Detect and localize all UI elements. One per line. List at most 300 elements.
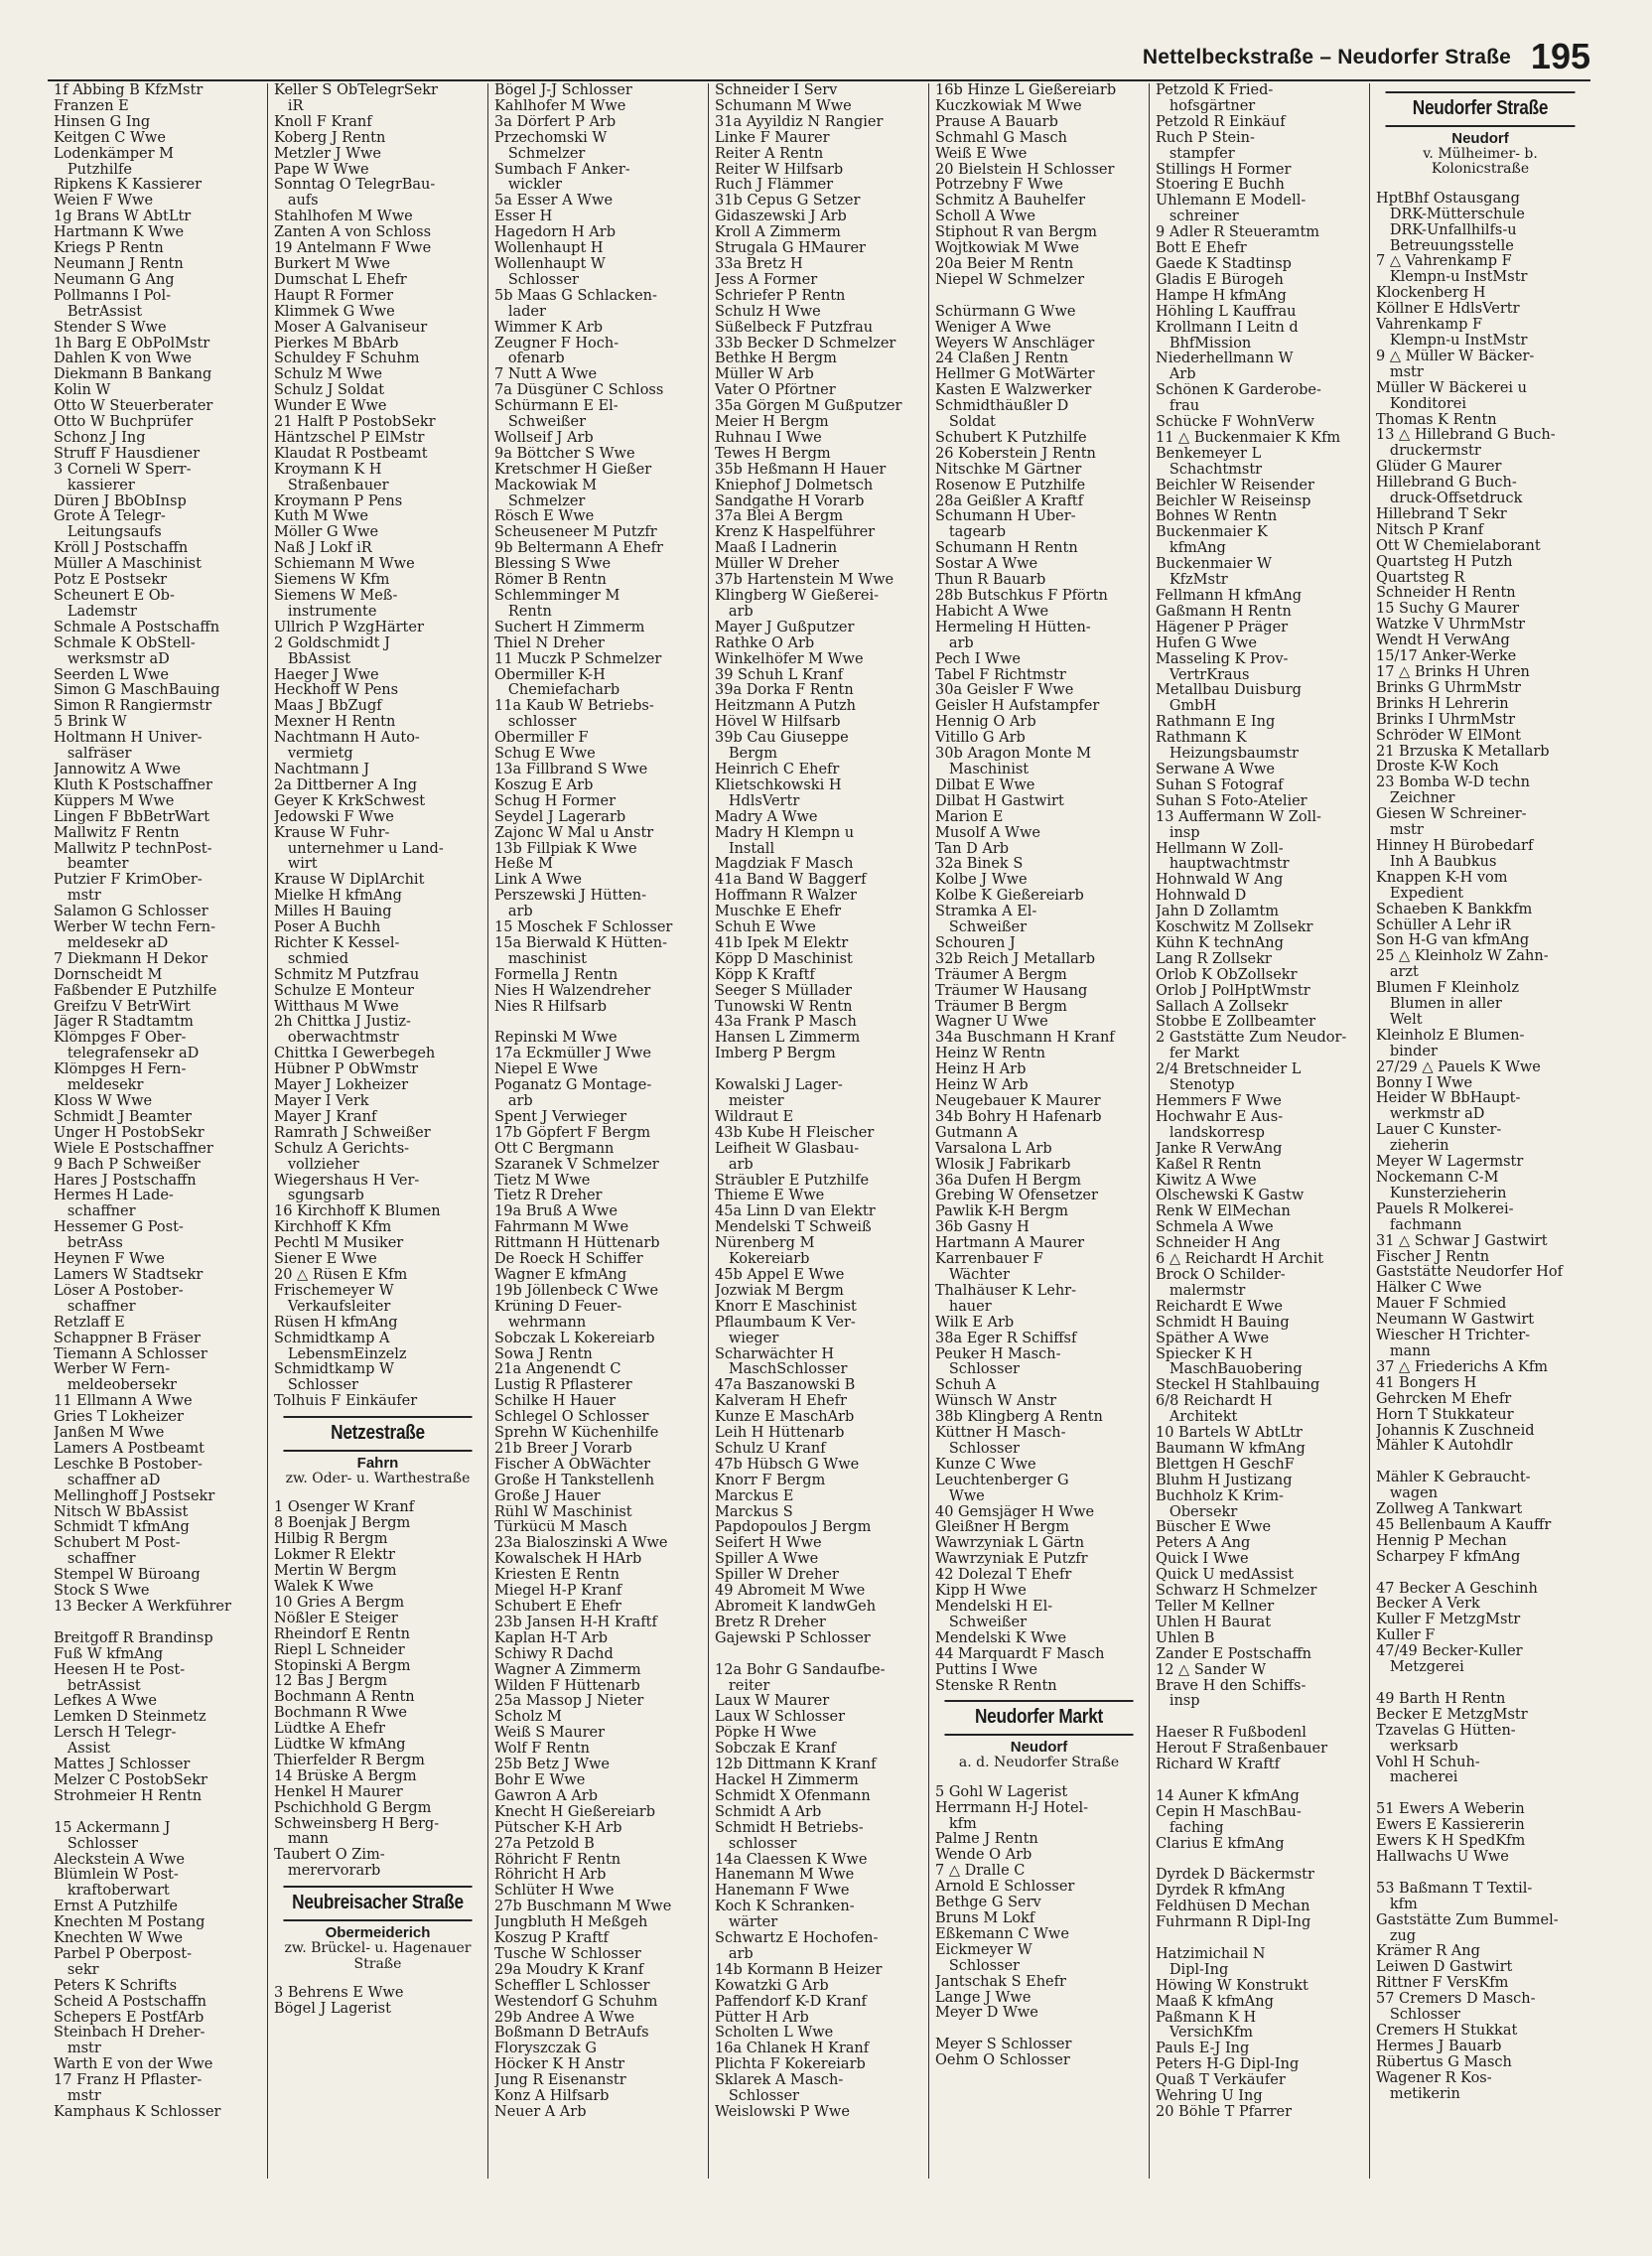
directory-entry: 6/8 Reichardt H	[1156, 1394, 1273, 1410]
directory-entry: Wunder E Wwe	[274, 399, 387, 415]
directory-entry: Kolin W	[54, 383, 111, 399]
directory-entry: mann	[274, 1832, 329, 1848]
directory-entry: zug	[1376, 1928, 1417, 1944]
directory-entry: Wollenhaupt H	[494, 241, 604, 257]
directory-entry: Schug E Wwe	[494, 747, 596, 763]
directory-entry: Szaranek V Schmelzer	[494, 1157, 659, 1173]
directory-entry: Sprehn W Küchenhilfe	[494, 1426, 659, 1442]
entry-spacer	[54, 1616, 261, 1631]
directory-entry: wickler	[494, 178, 562, 194]
directory-entry: Heinrich C Ehefr	[715, 762, 840, 777]
directory-entry: Wendt H VerwAng	[1376, 634, 1510, 649]
directory-entry: Lamers A Postbeamt	[54, 1441, 205, 1457]
directory-entry: Kamphaus K Schlosser	[54, 2105, 221, 2120]
directory-entry: Beichler W Reisender	[1156, 478, 1314, 494]
directory-entry: 57 Cremers D Masch-	[1376, 1992, 1536, 2008]
running-title: Nettelbeckstraße – Neudorfer Straße	[1142, 46, 1511, 69]
directory-entry: Mähler K Gebraucht-	[1376, 1471, 1531, 1486]
directory-entry: Krollmann I Leitn d	[1156, 320, 1299, 336]
directory-entry: Lefkes A Wwe	[54, 1694, 157, 1710]
directory-entry: Kowalschek H HArb	[494, 1552, 642, 1568]
directory-entry: Paßmann K H	[1156, 2010, 1257, 2026]
directory-entry: 16a Chlanek H Kranf	[715, 2042, 870, 2057]
directory-entry: Quartsteg H Putzh	[1376, 554, 1513, 570]
directory-entry: Mendelski K Wwe	[935, 1630, 1067, 1646]
directory-entry: Thalhäuser K Lehr-	[935, 1283, 1076, 1299]
directory-entry: Meyer W Lagermstr	[1376, 1155, 1524, 1171]
directory-entry: Struff F Hausdiener	[54, 446, 201, 462]
directory-entry: aufs	[274, 194, 319, 210]
directory-entry: BhfMission	[1156, 336, 1252, 352]
directory-entry: Schweißer	[935, 1615, 1028, 1630]
directory-entry: Stobbe E Zollbeamter	[1156, 1015, 1316, 1031]
directory-entry: Weniger A Wwe	[935, 320, 1051, 336]
directory-entry: Krause W DiplArchit	[274, 873, 425, 889]
directory-entry: werksarb	[1376, 1739, 1458, 1755]
entry-list	[715, 83, 922, 2121]
street-range: v. Mülheimer- b. Kolonicstraße	[1423, 145, 1538, 178]
directory-entry: 20a Beier M Rentn	[935, 256, 1074, 272]
directory-entry: mstr	[1376, 823, 1424, 839]
directory-entry: Seydel J Lagerarb	[494, 809, 626, 825]
street-range: zw. Oder- u. Warthestraße	[285, 1470, 471, 1486]
directory-entry: Schweißer	[935, 920, 1028, 936]
directory-entry: 31a Ayyildiz N Rangier	[715, 114, 884, 130]
directory-entry: 5b Maas G Schlacken-	[494, 288, 657, 304]
directory-entry: Varsalona L Arb	[935, 1141, 1052, 1157]
directory-entry: Oehm O Schlosser	[935, 2053, 1070, 2069]
district-name: Fahrn	[356, 1455, 399, 1473]
directory-entry: 1h Barg E ObPolMstr	[54, 336, 210, 352]
district-name: Neudorf	[1010, 1739, 1068, 1757]
directory-entry: Sumbach F Anker-	[494, 162, 630, 178]
directory-entry: Siener E Wwe	[274, 1252, 377, 1268]
directory-entry: Koschwitz M Zollsekr	[1156, 920, 1313, 936]
directory-entry: Prause A Bauarb	[935, 114, 1058, 130]
directory-entry: betrAssist	[54, 1678, 141, 1694]
directory-entry: Kokereiarb	[715, 1252, 810, 1268]
directory-entry: Kunze E MaschArb	[715, 1410, 855, 1426]
directory-entry: Orlob J PolHptWmstr	[1156, 983, 1310, 999]
directory-entry: Palme J Rentn	[935, 1832, 1038, 1848]
directory-entry: Thiel N Dreher	[494, 635, 605, 651]
directory-entry: Moser A Galvaniseur	[274, 320, 428, 336]
directory-entry: Winkelhöfer M Wwe	[715, 651, 864, 667]
directory-entry: Knoll F Kranf	[274, 114, 372, 130]
directory-entry: 27b Buschmann M Wwe	[494, 1900, 672, 1915]
directory-entry: Weislowski P Wwe	[715, 2105, 850, 2120]
directory-entry: Suhan S Foto-Atelier	[1156, 793, 1308, 809]
directory-entry: 36a Dufen H Bergm	[935, 1173, 1082, 1189]
directory-entry: Grebing W Ofensetzer	[935, 1189, 1098, 1204]
directory-entry: Köllner E HdlsVertr	[1376, 302, 1520, 318]
directory-entry: Ramrath J Schweißer	[274, 1125, 431, 1141]
directory-entry: Pech I Wwe	[935, 651, 1021, 667]
directory-entry: Quick U medAssist	[1156, 1568, 1295, 1584]
directory-entry: Hohnwald W Ang	[1156, 873, 1284, 889]
directory-entry: Fischer J Rentn	[1376, 1249, 1490, 1265]
directory-entry: Meier H Bergm	[715, 415, 829, 431]
directory-entry: Scholl A Wwe	[935, 210, 1035, 225]
directory-entry: Nachtmann J	[274, 762, 370, 777]
directory-entry: Marckus S	[715, 1504, 793, 1520]
directory-entry: Masseling K Prov-	[1156, 651, 1289, 667]
directory-entry: Büscher E Wwe	[1156, 1520, 1272, 1536]
directory-entry: 23a Bialoszinski A Wwe	[494, 1536, 668, 1552]
directory-entry: VersichKfm	[1156, 2026, 1253, 2042]
directory-entry: Hanemann M Wwe	[715, 1868, 855, 1884]
directory-entry: Klömpges H Fern-	[54, 1062, 187, 1078]
page-header	[48, 34, 1590, 81]
directory-entry: Scharwächter H	[715, 1346, 835, 1362]
directory-entry: Kühn K technAng	[1156, 935, 1284, 951]
directory-entry: Mayer J Kranf	[274, 1109, 377, 1125]
directory-entry: 34a Buschmann H Kranf	[935, 1031, 1115, 1047]
directory-entry: Kaplan H-T Arb	[494, 1630, 608, 1646]
directory-entry: Schmidt A Arb	[715, 1804, 822, 1820]
directory-entry: Suhan S Fotograf	[1156, 777, 1284, 793]
directory-entry: Rheindorf E Rentn	[274, 1626, 410, 1642]
directory-entry: Neumann J Rentn	[54, 256, 184, 272]
spacer	[274, 1972, 482, 1986]
directory-entry: Eßkemann C Wwe	[935, 1926, 1069, 1942]
directory-entry: Bohnes W Rentn	[1156, 509, 1278, 525]
directory-entry: Hallwachs U Wwe	[1376, 1849, 1509, 1865]
directory-entry: Kolbe J Wwe	[935, 873, 1028, 889]
directory-entry: kfm	[1376, 1897, 1418, 1912]
entry-spacer	[1376, 1455, 1584, 1471]
entry-spacer	[715, 1062, 922, 1078]
column-1	[48, 83, 268, 2179]
directory-entry: 32b Reich J Metallarb	[935, 951, 1096, 967]
directory-entry: Schlosser	[54, 1836, 138, 1852]
directory-entry: Bonny I Wwe	[1376, 1075, 1473, 1091]
directory-entry: Spiecker K H	[1156, 1346, 1253, 1362]
directory-entry: DRK-Unfallhilfs-u	[1376, 222, 1517, 238]
directory-entry: Wilk E Arb	[935, 1315, 1015, 1331]
directory-entry: Gaststätte Neudorfer Hof	[1376, 1265, 1564, 1281]
directory-entry: Schulze E Monteur	[274, 983, 414, 999]
directory-entry: Parbel P Oberpost-	[54, 1946, 193, 1962]
directory-entry: 28b Butschkus F Pförtn	[935, 589, 1108, 604]
directory-entry: Greifzu V BetrWirt	[54, 999, 191, 1015]
directory-entry: Hermeling H Hütten-	[935, 620, 1091, 635]
directory-entry: ofenarb	[494, 352, 565, 367]
directory-entry: Türkücü M Masch	[494, 1520, 627, 1536]
directory-entry: Imberg P Bergm	[715, 1047, 836, 1062]
directory-entry: 38a Eger R Schiffsf	[935, 1331, 1077, 1346]
directory-entry: kfm	[935, 1816, 977, 1832]
directory-entry: Straßenbauer	[274, 478, 389, 494]
directory-entry: 25a Massop J Nieter	[494, 1694, 644, 1710]
street-heading-neubreisacher-strasse: Neubreisacher Straße	[283, 1886, 472, 1921]
directory-entry: Habicht A Wwe	[935, 604, 1049, 620]
directory-entry: Dipl-Ing	[1156, 1962, 1229, 1978]
directory-entry: 2h Chittka J Justiz-	[274, 1015, 411, 1031]
directory-entry: 44 Marquardt F Masch	[935, 1646, 1105, 1662]
directory-entry: Schmidtkamp A	[274, 1331, 390, 1346]
directory-entry: Lamers W Stadtsekr	[54, 1267, 204, 1283]
directory-entry: Dahlen K von Wwe	[54, 352, 192, 367]
directory-entry: 32a Binek S	[935, 857, 1024, 873]
directory-entry: Schumann H Über-	[935, 509, 1076, 525]
directory-entry: Schappner B Fräser	[54, 1331, 201, 1346]
directory-entry: Potz E Postsekr	[54, 573, 168, 589]
directory-entry: Gidaszewski J Arb	[715, 210, 847, 225]
directory-entry: Klietschkowski H	[715, 777, 842, 793]
directory-entry: Breitgoff R Brandinsp	[54, 1630, 213, 1646]
directory-entry: 5 Brink W	[54, 715, 127, 731]
district-name: Neudorf	[1451, 129, 1509, 147]
directory-entry: Schmitz M Putzfrau	[274, 967, 420, 983]
directory-entry: Hartmann A Maurer	[935, 1236, 1085, 1252]
directory-entry: Droste K-W Koch	[1376, 760, 1499, 776]
directory-entry: Knappen K-H vom	[1376, 870, 1508, 886]
directory-entry: Klaudat R Postbeamt	[274, 446, 428, 462]
directory-columns	[48, 83, 1590, 2179]
directory-entry: Mayer I Verk	[274, 1094, 369, 1109]
directory-entry: Hinsen G Ing	[54, 114, 151, 130]
directory-entry: 7a Düsgüner C Schloss	[494, 383, 664, 399]
directory-entry: 17b Göpfert F Bergm	[494, 1125, 651, 1141]
directory-entry: Gehrcken M Ehefr	[1376, 1391, 1512, 1407]
directory-entry: schaffner aD	[54, 1473, 161, 1488]
column-6	[1150, 83, 1370, 2179]
directory-entry: 27/29 △ Pauels K Wwe	[1376, 1059, 1541, 1075]
directory-entry: 14a Claessen K Wwe	[715, 1852, 868, 1868]
directory-entry: KfzMstr	[1156, 573, 1228, 589]
directory-entry: Schug H Former	[494, 793, 617, 809]
directory-entry: Jedowski F Wwe	[274, 809, 394, 825]
directory-entry: 49 Barth H Rentn	[1376, 1691, 1506, 1707]
directory-entry: Leiwen D Gastwirt	[1376, 1960, 1513, 1976]
directory-entry: 11 Ellmann A Wwe	[54, 1394, 193, 1410]
directory-entry: Zeugner F Hoch-	[494, 336, 620, 352]
directory-entry: BetrAssist	[54, 304, 143, 320]
directory-entry: Strugala G HMaurer	[715, 241, 866, 257]
entry-spacer	[1376, 1566, 1584, 1582]
directory-entry: Esser H	[494, 210, 553, 225]
directory-entry: meister	[715, 1094, 784, 1109]
directory-entry: 41b Ipek M Elektr	[715, 935, 849, 951]
directory-entry: Henkel H Maurer	[274, 1784, 403, 1800]
directory-entry: Konditorei	[1376, 396, 1466, 412]
directory-entry: 15a Bierwald K Hütten-	[494, 935, 667, 951]
directory-entry: Schneider I Serv	[715, 83, 838, 98]
directory-entry: Kroymann K H	[274, 462, 382, 478]
directory-entry: malermstr	[1156, 1283, 1246, 1299]
directory-entry: Feldhüsen D Mechan	[1156, 1900, 1310, 1915]
directory-entry: Siemens W Meß-	[274, 589, 398, 604]
directory-entry: Nitschke M Gärtner	[935, 462, 1082, 478]
directory-entry: Schweißer	[494, 415, 587, 431]
directory-entry: 20 △ Rüsen E Kfm	[274, 1267, 408, 1283]
directory-entry: Heesen H te Post-	[54, 1662, 186, 1678]
directory-entry: Wildraut E	[715, 1109, 794, 1125]
directory-entry: 1g Brans W AbtLtr	[54, 210, 192, 225]
directory-entry: Richter K Kessel-	[274, 935, 400, 951]
directory-entry: Tiemann A Schlosser	[54, 1346, 207, 1362]
directory-entry: Hansen L Zimmerm	[715, 1031, 861, 1047]
directory-entry: macherei	[1376, 1770, 1458, 1786]
directory-entry: Geyer K KrkSchwest	[274, 793, 426, 809]
directory-entry: 14b Kormann B Heizer	[715, 1962, 883, 1978]
directory-entry: Müller A Maschinist	[54, 557, 202, 573]
directory-entry: Kuller F MetzgMstr	[1376, 1613, 1521, 1628]
directory-entry: 9 △ Müller W Bäcker-	[1376, 349, 1535, 364]
directory-entry: Konz A Hilfsarb	[494, 2089, 610, 2105]
directory-entry: 29b Andree A Wwe	[494, 2010, 635, 2026]
directory-entry: Grote A Telegr-	[54, 509, 166, 525]
directory-entry: Schiemann M Wwe	[274, 557, 415, 573]
directory-entry: Schmidt T kfmAng	[54, 1520, 190, 1536]
directory-entry: Pauels R Molkerei-	[1376, 1201, 1514, 1217]
directory-entry: Müller W Bäckerei u	[1376, 380, 1527, 396]
directory-entry: Sallach A Zollsekr	[1156, 999, 1289, 1015]
page-number: 195	[1530, 36, 1590, 76]
directory-entry: Rübertus G Masch	[1376, 2054, 1512, 2070]
directory-entry: Gawron A Arb	[494, 1788, 599, 1804]
street-range: a. d. Neudorfer Straße	[958, 1755, 1120, 1771]
directory-entry: Mellinghoff J Postsekr	[54, 1488, 215, 1504]
directory-entry: druck-Offsetdruck	[1376, 492, 1523, 507]
directory-entry: Leschke B Postober-	[54, 1457, 203, 1473]
directory-entry: Wimmer K Arb	[494, 320, 604, 336]
directory-entry: Stramka A El-	[935, 905, 1037, 920]
directory-entry: Kleinholz E Blumen-	[1376, 1028, 1525, 1044]
directory-entry: 2 Goldschmidt J	[274, 635, 390, 651]
directory-entry: Bergm	[715, 747, 778, 763]
directory-entry: 41 Bongers H	[1376, 1375, 1477, 1391]
directory-entry: Tabel F Richtmstr	[935, 667, 1066, 683]
directory-entry: DRK-Mütterschule	[1376, 207, 1525, 222]
directory-entry: Träumer W Hausang	[935, 983, 1088, 999]
directory-entry: 43b Kube H Fleischer	[715, 1125, 875, 1141]
directory-entry: 47/49 Becker-Kuller	[1376, 1644, 1523, 1660]
directory-entry: Klockenberg H	[1376, 286, 1486, 302]
directory-entry: fer Markt	[1156, 1047, 1240, 1062]
directory-entry: Glüder G Maurer	[1376, 460, 1502, 476]
directory-entry: arb	[494, 1094, 533, 1109]
directory-entry: Nockemann C-M	[1376, 1171, 1499, 1186]
directory-entry: Kuth M Wwe	[274, 509, 368, 525]
directory-entry: Gaststätte Zum Bummel-	[1376, 1912, 1559, 1928]
directory-entry: Przechomski W	[494, 130, 608, 146]
directory-entry: 21a Angenendt C	[494, 1362, 621, 1378]
directory-entry: Küttner H Masch-	[935, 1426, 1066, 1442]
directory-entry: Lokmer R Elektr	[274, 1548, 395, 1564]
directory-entry: kfmAng	[1156, 541, 1226, 557]
directory-entry: 14 Brüske A Bergm	[274, 1768, 417, 1784]
directory-entry: 15 Moschek F Schlosser	[494, 920, 673, 936]
directory-entry: 17 Franz H Pflaster-	[54, 2073, 203, 2089]
directory-entry: beamter	[54, 857, 129, 873]
directory-entry: 17a Eckmüller J Wwe	[494, 1047, 651, 1062]
directory-entry: Tietz M Wwe	[494, 1173, 591, 1189]
directory-entry: 34b Bohry H Hafenarb	[935, 1109, 1102, 1125]
directory-entry: Frischemeyer W	[274, 1283, 394, 1299]
directory-entry: Leih H Hüttenarb	[715, 1426, 845, 1442]
directory-entry: Bögel J Lagerist	[274, 2001, 391, 2017]
directory-entry: Dyrdek D Bäckermstr	[1156, 1868, 1314, 1884]
directory-entry: Schlosser	[715, 2089, 799, 2105]
directory-entry: Rathmann E Ing	[1156, 715, 1276, 731]
directory-entry: Zanten A von Schloss	[274, 225, 432, 241]
directory-entry: Stoering E Buchh	[1156, 178, 1285, 194]
directory-entry: 11 Muczk P Schmelzer	[494, 651, 662, 667]
directory-entry: salfräser	[54, 747, 132, 763]
directory-entry: 35b Heßmann H Hauer	[715, 462, 887, 478]
directory-entry: Heckhoff W Pens	[274, 683, 399, 699]
directory-entry: Scholz M	[494, 1710, 562, 1726]
directory-entry: Wagener R Kos-	[1376, 2070, 1492, 2086]
directory-entry: Tietz R Dreher	[494, 1189, 603, 1204]
directory-entry: Obermiller K-H	[494, 667, 606, 683]
directory-entry: Peters A Ang	[1156, 1536, 1251, 1552]
directory-entry: 47 Becker A Geschinh	[1376, 1581, 1538, 1597]
directory-entry: 24 Claßen J Rentn	[935, 352, 1069, 367]
directory-entry: arb	[715, 1946, 754, 1962]
street-heading-neudorfer-strasse: Neudorfer Straße	[1386, 91, 1576, 127]
directory-entry: Linke F Maurer	[715, 130, 830, 146]
directory-entry: Bruns M Lokf	[935, 1911, 1035, 1926]
directory-entry: Dumschat L Ehefr	[274, 272, 407, 288]
directory-entry: Tolhuis F Einkäufer	[274, 1394, 418, 1410]
directory-entry: schmied	[274, 951, 348, 967]
directory-entry: Peters H-G Dipl-Ing	[1156, 2057, 1300, 2073]
directory-entry: Schulz U Kranf	[715, 1441, 826, 1457]
directory-entry: druckermstr	[1376, 444, 1481, 460]
directory-entry: 13a Fillbrand S Wwe	[494, 762, 648, 777]
directory-entry: Taubert O Zim-	[274, 1848, 385, 1864]
directory-entry: Pape W Wwe	[274, 162, 369, 178]
directory-entry: Floryszczak G	[494, 2042, 598, 2057]
directory-entry: Müller W Arb	[715, 367, 814, 383]
directory-entry: Madry H Klempn u	[715, 825, 855, 841]
directory-entry: Architekt	[1156, 1410, 1238, 1426]
directory-entry: Stempel W Büroang	[54, 1568, 201, 1584]
directory-entry: Wwe	[935, 1488, 985, 1504]
directory-entry: schlosser	[715, 1836, 797, 1852]
directory-entry: Hilbig R Bergm	[274, 1532, 388, 1548]
directory-entry: 2 Gaststätte Zum Neudor-	[1156, 1031, 1347, 1047]
directory-entry: Stender S Wwe	[54, 320, 167, 336]
directory-entry: reiter	[715, 1678, 770, 1694]
directory-entry: Stock S Wwe	[54, 1584, 150, 1600]
directory-entry: Schlüter H Wwe	[494, 1884, 615, 1900]
directory-entry: 5a Esser A Wwe	[494, 194, 614, 210]
directory-entry: Schmidtkamp W	[274, 1362, 394, 1378]
directory-entry: Keller S ObTelegrSekr	[274, 83, 438, 98]
directory-entry: 20 Bielstein H Schlosser	[935, 162, 1115, 178]
column-5	[929, 83, 1150, 2179]
directory-entry: 11a Kaub W Betriebs-	[494, 699, 654, 715]
directory-entry: insp	[1156, 1694, 1200, 1710]
directory-entry: Kirchhoff K Kfm	[274, 1220, 392, 1236]
directory-entry: Schmelzer	[494, 494, 586, 509]
entry-list	[1156, 83, 1363, 2121]
directory-entry: 15 Ackermann J	[54, 1820, 171, 1836]
directory-entry: Schulz H Wwe	[715, 304, 821, 320]
directory-entry: Puttins I Wwe	[935, 1662, 1038, 1678]
directory-entry: Retzlaff E	[54, 1315, 125, 1331]
spacer	[1376, 178, 1584, 192]
directory-entry: merervorarb	[274, 1864, 381, 1880]
directory-entry: Lange J Wwe	[935, 1990, 1032, 2006]
directory-entry: Nößler E Steiger	[274, 1611, 398, 1626]
directory-entry: Putzhilfe	[54, 162, 132, 178]
directory-entry: Hagedorn H Arb	[494, 225, 616, 241]
